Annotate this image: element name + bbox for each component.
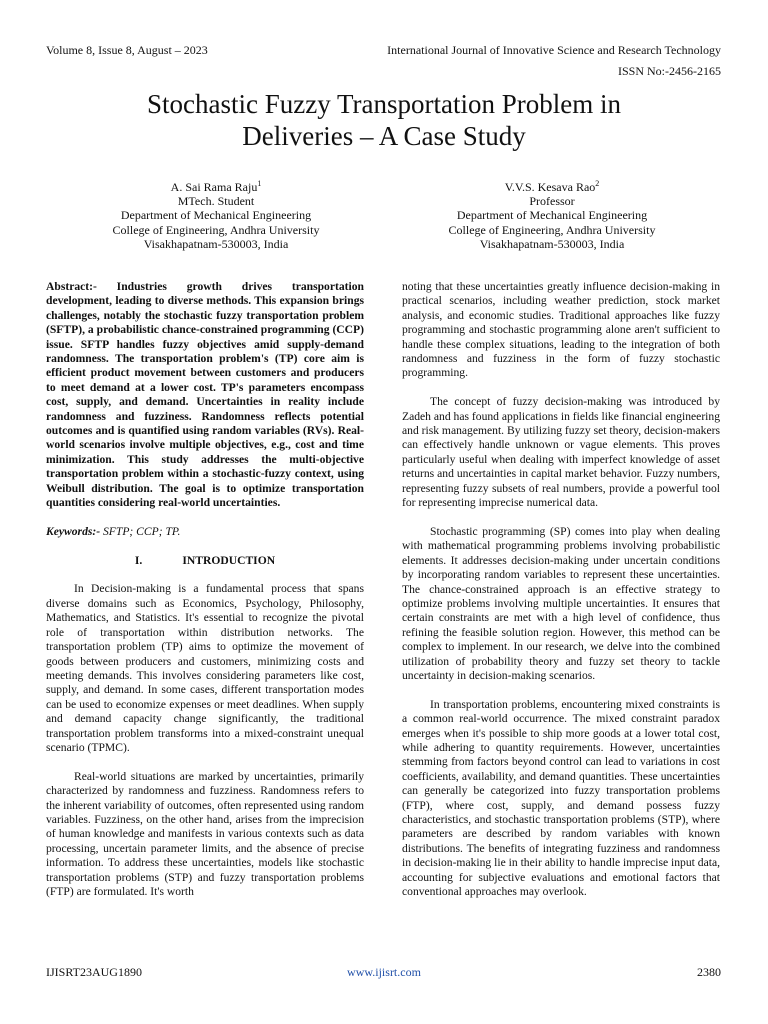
author-role-2: Professor: [529, 194, 575, 209]
paper-title: [0, 88, 768, 152]
abstract: Abstract:- Industries growth drives transportation development, leading to diverse methods. This expansion brings challenges, notably the stochastic fuzzy transportation problem (SFTP), a probabilistic chance-constrained programming (CCP) issue. SFTP handles fuzzy objectives amid supply-demand randomness. The transportation problem's (TP) core aim is efficient product movement between customers and producers to meet demand at a lower cost. TP's parameters encompass cost, supply, and demand. Uncertainties in reality include randomness and fuzziness. Randomness reflects potential outcomes and is quantified using random variables (RVs). Real-world scenarios involve multiple objectives, e.g., cost and time minimization. This study addresses the multi-objective transportation problem within a stochastic-fuzzy context, using Weibull distribution. The goal is to optimize transportation quantities considering real-world uncertainties.: [46, 280, 364, 510]
author-block-1: [56, 180, 376, 251]
keywords-label: Keywords:-: [46, 524, 101, 538]
right-paragraph-1: noting that these uncertainties greatly influence decision-making in practical scenarios, including weather prediction, stock market analysis, and economic studies. Traditional approaches like fuzzy programming and stochastic programming alone aren't sufficient to handle these complex situations, leading to the integration of both randomness and fuzziness in the form of fuzzy stochastic programming.: [402, 280, 720, 380]
section-title: INTRODUCTION: [182, 553, 276, 567]
author-college-2: College of Engineering, Andhra University: [448, 222, 656, 237]
affiliation-mark-2: 2: [595, 179, 600, 188]
author-department-2: Department of Mechanical Engineering: [456, 208, 648, 223]
page-number: 2380: [697, 965, 721, 979]
author-name-1: A. Sai Rama Raju$^1$: [170, 179, 262, 194]
keywords-text: SFTP; CCP; TP.: [100, 524, 181, 538]
author-college-1: College of Engineering, Andhra University: [112, 222, 320, 237]
volume-info: Volume 8, Issue 8, August – 2023: [46, 43, 208, 57]
right-paragraph-4: In transportation problems, encountering mixed constraints is a common real-world occurrence. The mixed constraint paradox emerges when it's possible to ship more goods at a lower total cost, while adhering to quantity requirements. However, uncertainties stemming from factors beyond control can lead to variations in cost coefficients, availability, and demand quantities. These uncertainties can generally be categorized into fuzzy transportation problems (FTP), where cost, supply, and demand possess fuzzy characteristics, and stochastic transportation problems (STP), where parameters are described by random variables with known distributions. The benefits of integrating fuzziness and randomness in decision-making lie in their ability to handle imprecise input data, accounting for subjective evaluations and emotional factors that conventional approaches may overlook.: [402, 697, 720, 899]
affiliation-mark-1: 1: [257, 179, 262, 188]
left-column: [46, 280, 364, 914]
right-paragraph-3: Stochastic programming (SP) comes into play when dealing with mathematical programming problems involving probabilistic elements. It addresses decision-making under uncertain conditions by incorporating random variables to represent these uncertainties. The chance-constrained approach is an effective strategy to optimize problems involving multiple uncertainties. It ensures that certain constraints are met with a high level of confidence, thus refining the feasible solution region. However, this method can be complex to implement. In our research, we delve into the combined utilization of probability theory and fuzzy set theory to tackle uncertainty in decision-making scenarios.: [402, 524, 720, 682]
section-heading-introduction: [46, 554, 364, 568]
title-line-1: Stochastic Fuzzy Transportation Problem in: [147, 89, 621, 119]
author-location-1: Visakhapatnam-530003, India: [143, 236, 289, 251]
author-department-1: Department of Mechanical Engineering: [120, 208, 312, 223]
keywords: [46, 525, 364, 539]
section-number: I.: [134, 553, 143, 567]
author-name-2: V.V.S. Kesava Rao$^2$: [504, 179, 600, 194]
left-paragraph-2: Real-world situations are marked by uncertainties, primarily characterized by randomness and fuzziness. Randomness refers to the inherent variability of outcomes, often represented using random variables. Fuzziness, on the other hand, arises from the imprecision of human knowledge and manifests in various contexts such as data processing, uncertain parameter limits, and the absence of precise information. To address these uncertainties, models like stochastic transportation problems (STP) and fuzzy transportation problems (FTP) are formulated. It's worth: [46, 769, 364, 898]
journal-name: International Journal of Innovative Science and Research Technology: [387, 43, 721, 57]
author-block-2: [392, 180, 712, 251]
right-column: [402, 280, 720, 914]
author-role-1: MTech. Student: [177, 194, 255, 209]
journal-website-link[interactable]: www.ijisrt.com: [347, 965, 421, 979]
paper-code: IJISRT23AUG1890: [46, 965, 142, 979]
right-paragraph-2: The concept of fuzzy decision-making was introduced by Zadeh and has found applications in fields like financial engineering and risk management. By utilizing fuzzy set theory, decision-makers can effectively handle unknown or vague elements. This proves particularly useful when dealing with imperfect knowledge of asset returns and uncertainties in capital market behavior. Fuzzy numbers, representing fuzzy subsets of real numbers, provide a powerful tool for representing imprecise numerical data.: [402, 395, 720, 510]
issn: ISSN No:-2456-2165: [617, 64, 721, 78]
title-line-2: Deliveries – A Case Study: [242, 121, 526, 151]
author-location-2: Visakhapatnam-530003, India: [479, 236, 625, 251]
left-paragraph-1: In Decision-making is a fundamental process that spans diverse domains such as Economics, Psychology, Philosophy, Mathematics, and Statistics. It's essential to recognize the pivotal role of transportation within distribution networks. The transportation problem (TP) aims to optimize the movement of goods between producers and customers, minimizing costs and meeting demands. This involves considering parameters like cost, supply, and demand. In some cases, different transportation modes can be used to economize expenses or meet deadlines. When supply and demand capacity change significantly, the traditional transportation problem transforms into a mixed-constraint unequal scenario (TPMC).: [46, 582, 364, 754]
